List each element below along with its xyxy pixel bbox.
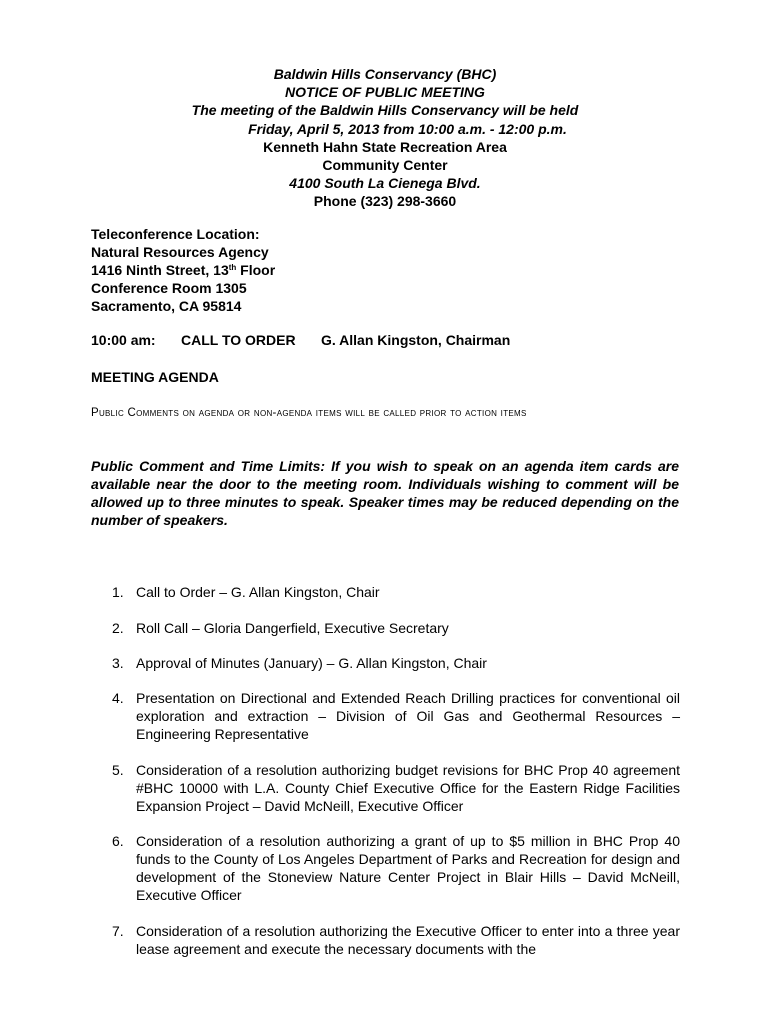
agenda-item (112, 583, 680, 601)
agenda-item (112, 689, 680, 743)
time-limits-notice: Public Comment and Time Limits: If you wish to speak on an agenda item cards are available near the door to the meeting room. Individuals wishing to comment will be allowed up to three minutes to speak. Speaker times may be reduced depending on the number of speakers. (91, 458, 679, 528)
agenda-item-text: Consideration of a resolution authorizing the Executive Officer to enter into a three year lease agreement and execute the necessary documents with the (136, 923, 680, 957)
agenda-item-number: 5. (112, 762, 124, 778)
street-floor: Floor (236, 262, 276, 278)
agenda-item-text: Consideration of a resolution authorizing budget revisions for BHC Prop 40 agreement #BHC 10000 with L.A. County Chief Executive Office for the Eastern Ridge Facilities Expansion Project – David McNeill, Executive Officer (136, 762, 680, 814)
teleconference-street (91, 261, 275, 279)
header-meeting-statement: The meeting of the Baldwin Hills Conservancy will be held (191, 102, 579, 119)
agenda-item-number: 7. (112, 923, 124, 939)
meeting-header (0, 65, 770, 211)
agenda-item-text: Roll Call – Gloria Dangerfield, Executive Secretary (136, 620, 449, 636)
teleconference-label: Teleconference Location: (91, 226, 260, 242)
agenda-item (112, 761, 680, 815)
agenda-item-text: Call to Order – G. Allan Kingston, Chair (136, 584, 380, 600)
header-venue: Kenneth Hahn State Recreation Area (263, 138, 507, 155)
header-organization: Baldwin Hills Conservancy (BHC) (273, 66, 497, 82)
agenda-item-number: 6. (112, 833, 124, 849)
teleconference-block (91, 225, 275, 315)
agenda-item-text: Presentation on Directional and Extended Reach Drilling practices for conventional oil exploration and extraction – Division of Oil Gas and Geothermal Resources – Engineering Representative (136, 690, 680, 742)
street-ordinal: th (228, 263, 237, 272)
header-phone: Phone (323) 298-3660 (313, 193, 457, 210)
agenda-item-text: Approval of Minutes (January) – G. Allan Kingston, Chair (136, 655, 487, 671)
header-address: 4100 South La Cienega Blvd. (289, 175, 481, 192)
agenda-item (112, 832, 680, 904)
agenda-item-number: 1. (112, 584, 124, 600)
call-to-order-time: 10:00 am: (91, 332, 156, 348)
header-date-time: Friday, April 5, 2013 from 10:00 a.m. - 12:00 p.m. (248, 120, 567, 137)
street-text: 1416 Ninth Street, 13 (91, 262, 229, 278)
teleconference-city: Sacramento, CA 95814 (91, 298, 242, 314)
agenda-item (112, 654, 680, 672)
agenda-item-number: 2. (112, 620, 124, 636)
call-to-order-label: CALL TO ORDER (181, 332, 296, 348)
public-comments-note: Public Comments on agenda or non-agenda items will be called prior to action items (91, 407, 527, 419)
agenda-item-number: 3. (112, 655, 124, 671)
header-venue-building: Community Center (322, 157, 448, 174)
call-to-order-line (91, 332, 510, 348)
agenda-item-text: Consideration of a resolution authorizing a grant of up to $5 million in BHC Prop 40 funds to the County of Los Angeles Department of Parks and Recreation for design and development of the Stoneview Nature Center Project in Blair Hills – David McNeill, Executive Officer (136, 833, 680, 903)
agenda-item-number: 4. (112, 690, 124, 706)
teleconference-room: Conference Room 1305 (91, 280, 247, 296)
call-to-order-person: G. Allan Kingston, Chairman (321, 332, 511, 348)
agenda-item (112, 922, 680, 958)
agenda-item (112, 619, 680, 637)
teleconference-agency: Natural Resources Agency (91, 244, 269, 260)
agenda-heading: MEETING AGENDA (91, 369, 219, 385)
header-notice-title: NOTICE OF PUBLIC MEETING (285, 84, 485, 101)
